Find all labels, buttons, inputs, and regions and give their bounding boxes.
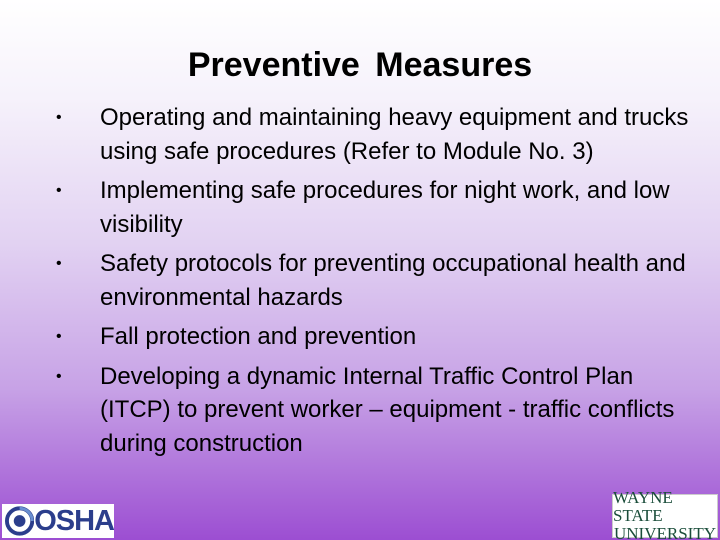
bullet-marker: • (56, 367, 62, 385)
bullet-item (54, 360, 694, 461)
bullet-marker: • (56, 255, 62, 272)
wayne-state-logo-line1: WAYNE STATE (613, 488, 673, 525)
bullet-text: Developing a dynamic Internal Traffic Control Plan (ITCP) to prevent worker – equipment - traffic conflicts during construction (100, 362, 675, 457)
bullet-item (54, 101, 694, 168)
osha-logo (2, 504, 114, 538)
bullet-text: Operating and maintaining heavy equipment and trucks using safe procedures (Refer to Module No. 3) (100, 104, 689, 165)
bullet-text: Implementing safe procedures for night work, and low visibility (100, 177, 670, 238)
bullet-item (54, 247, 694, 314)
bullet-marker: • (56, 182, 62, 199)
bullet-list (54, 101, 694, 466)
slide-title: Preventive Measures (187, 46, 533, 84)
osha-logo-text: OSHA (34, 505, 114, 537)
bullet-item (54, 174, 694, 241)
bullet-item (54, 320, 694, 354)
osha-emblem-icon (5, 506, 34, 536)
bullet-text: Safety protocols for preventing occupational health and environmental hazards (100, 250, 686, 311)
wayne-state-logo-line2: UNIVERSITY (614, 524, 716, 540)
bullet-marker: • (56, 328, 62, 345)
bullet-marker: • (56, 109, 62, 126)
bullet-text: Fall protection and prevention (100, 323, 417, 350)
wayne-state-logo (612, 488, 718, 540)
